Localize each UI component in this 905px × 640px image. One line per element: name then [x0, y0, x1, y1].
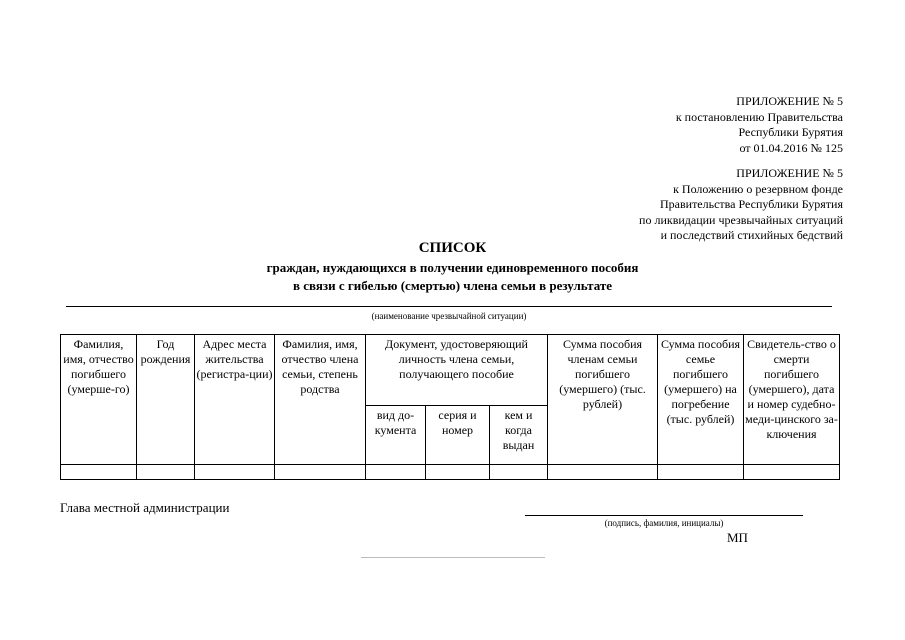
appendix-line: от 01.04.2016 № 125	[739, 140, 843, 155]
table-cell[interactable]	[658, 465, 744, 480]
document-title: СПИСОК	[418, 240, 487, 256]
header-death-certificate: Свидетель-ство о смерти погибшего (умершего), дата и номер судебно-меди-цинского за-ключения	[744, 335, 840, 465]
table-cell[interactable]	[137, 465, 195, 480]
table-cell[interactable]	[366, 465, 426, 480]
appendix-block-resolution	[676, 94, 843, 156]
signature-line	[525, 515, 803, 516]
table-cell[interactable]	[744, 465, 840, 480]
document-subtitle-line-2: в связи с гибелью (смертью) члена семьи в результате	[292, 278, 613, 293]
table-cell[interactable]	[426, 465, 490, 480]
table-cell[interactable]	[490, 465, 548, 480]
document-subtitle-line-1: граждан, нуждающихся в получении единовременного пособия	[266, 260, 639, 275]
table-row	[61, 465, 840, 480]
table-cell[interactable]	[195, 465, 275, 480]
emergency-name-line	[66, 306, 832, 307]
appendix-line: ПРИЛОЖЕНИЕ № 5	[736, 94, 843, 108]
appendix-line: ПРИЛОЖЕНИЕ № 5	[736, 166, 843, 180]
header-deceased-name: Фамилия, имя, отчество погибшего (умерше-го)	[61, 335, 137, 465]
signature-caption: (подпись, фамилия, инициалы)	[604, 518, 724, 528]
appendix-line: к постановлению Правительства	[675, 109, 843, 124]
header-birth-year: Год рождения	[137, 335, 195, 465]
emergency-name-caption: (наименование чрезвычайной ситуации)	[371, 311, 527, 321]
appendix-line: Правительства Республики Бурятия	[659, 197, 843, 211]
header-family-member: Фамилия, имя, отчество члена семьи, степень родства	[275, 335, 366, 465]
appendix-block-regulation	[639, 166, 843, 244]
header-identity-document: Документ, удостоверяющий личность члена семьи, получающего пособие	[366, 335, 548, 406]
appendix-line: Республики Бурятия	[738, 125, 843, 139]
appendix-line: к Положению о резервном фонде	[673, 181, 843, 196]
divider-line	[361, 557, 545, 558]
table-cell[interactable]	[275, 465, 366, 480]
head-of-administration-label: Глава местной администрации	[60, 500, 230, 515]
header-doc-issued: кем и когда выдан	[490, 406, 548, 465]
header-doc-series-number: серия и номер	[426, 406, 490, 465]
header-address: Адрес места жительства (регистра-ции)	[195, 335, 275, 465]
appendix-line: по ликвидации чрезвычайных ситуаций	[639, 212, 843, 227]
benefit-recipients-table	[60, 334, 840, 480]
table-cell[interactable]	[548, 465, 658, 480]
appendix-line: и последствий стихийных бедствий	[660, 228, 843, 242]
header-doc-type: вид до-кумента	[366, 406, 426, 465]
stamp-label: МП	[727, 530, 748, 545]
table-cell[interactable]	[61, 465, 137, 480]
header-benefit-burial: Сумма пособия семье погибшего (умершего) на погребение (тыс. рублей)	[658, 335, 744, 465]
header-benefit-family-members: Сумма пособия членам семьи погибшего (умершего) (тыс. рублей)	[548, 335, 658, 465]
